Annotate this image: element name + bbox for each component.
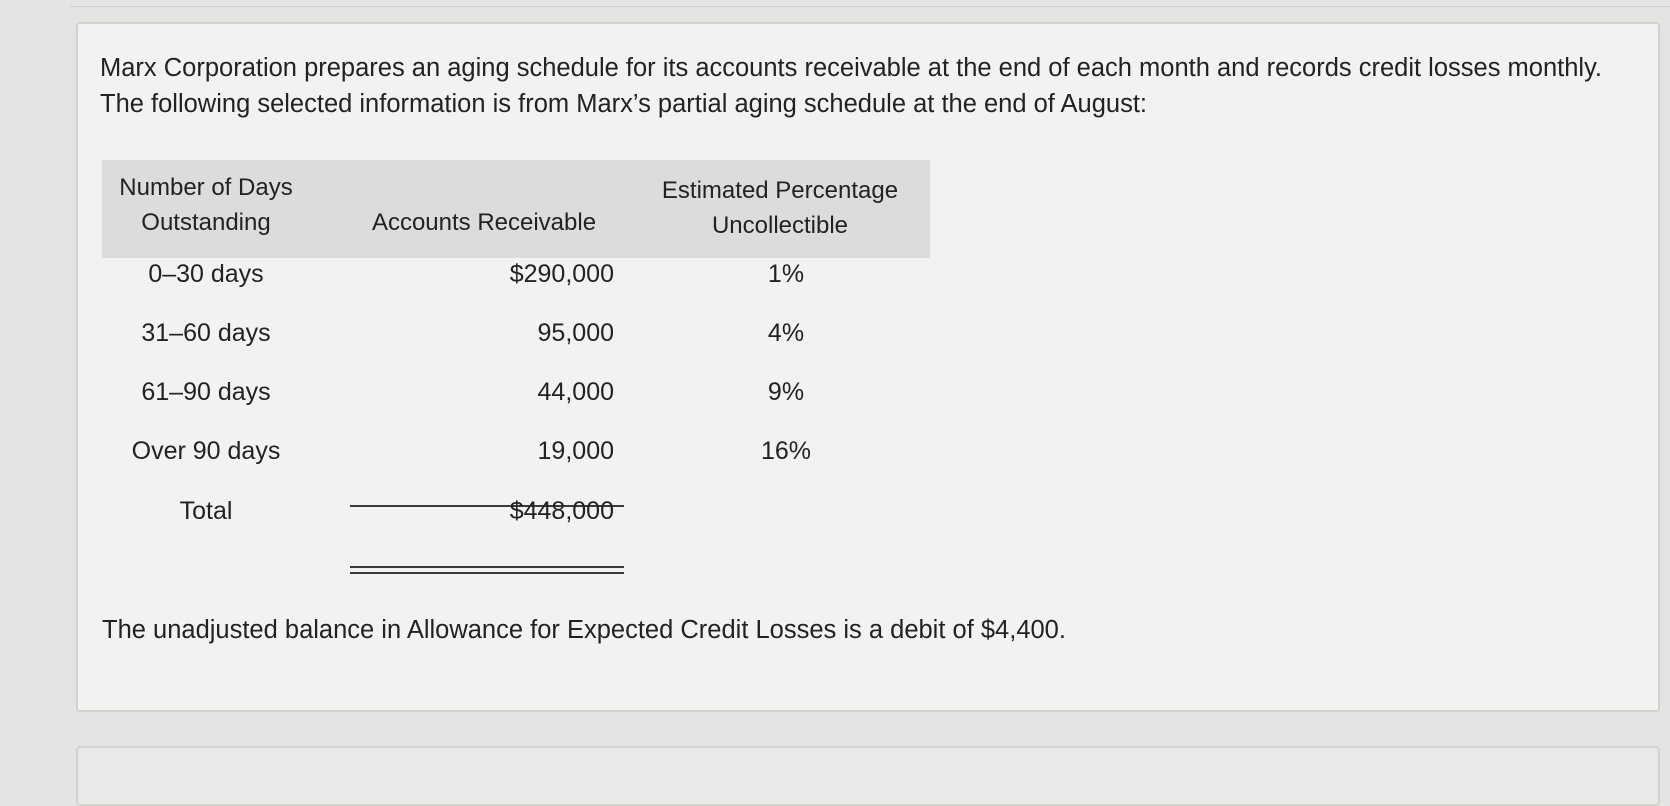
header-days-outstanding	[106, 170, 306, 240]
row-days: 0–30 days	[148, 260, 264, 288]
row-days: 31–60 days	[141, 319, 271, 347]
aging-table-header	[102, 160, 930, 258]
row-days: 61–90 days	[141, 378, 271, 406]
row-percentage: 16%	[760, 437, 812, 465]
allowance-note: The unadjusted balance in Allowance for Expected Credit Losses is a debit of $4,400.	[102, 616, 1066, 644]
total-accounts-receivable: $448,000	[509, 497, 614, 525]
row-accounts-receivable: 19,000	[537, 437, 614, 465]
header-ar-label: Accounts Receivable	[371, 209, 597, 236]
total-double-rule	[350, 566, 624, 574]
header-accounts-receivable	[356, 205, 612, 240]
header-estimated-percentage	[642, 173, 918, 243]
header-days-line-1: Number of Days	[119, 174, 293, 201]
table-row	[102, 313, 930, 353]
table-row	[102, 254, 930, 294]
table-row	[102, 431, 930, 471]
intro-line-1: Marx Corporation prepares an aging schedule for its accounts receivable at the end of each month and records credit losses monthly.	[100, 54, 1603, 82]
intro-line-2: The following selected information is from Marx’s partial aging schedule at the end of August:	[100, 90, 1148, 118]
row-percentage: 4%	[767, 319, 805, 347]
row-accounts-receivable: 44,000	[537, 378, 614, 406]
answer-card	[76, 746, 1660, 806]
problem-intro	[100, 50, 1660, 122]
row-percentage: 9%	[767, 378, 805, 406]
table-row	[102, 372, 930, 412]
row-accounts-receivable: $290,000	[509, 260, 614, 288]
problem-card	[76, 22, 1660, 712]
row-percentage: 1%	[767, 260, 805, 288]
total-label: Total	[179, 497, 233, 525]
row-days: Over 90 days	[131, 437, 281, 465]
header-pct-line-1: Estimated Percentage	[661, 177, 899, 204]
total-row	[102, 491, 930, 531]
header-pct-line-2: Uncollectible	[711, 212, 849, 239]
row-accounts-receivable: 95,000	[537, 319, 614, 347]
header-days-line-2: Outstanding	[141, 209, 271, 236]
top-divider	[70, 6, 1670, 7]
